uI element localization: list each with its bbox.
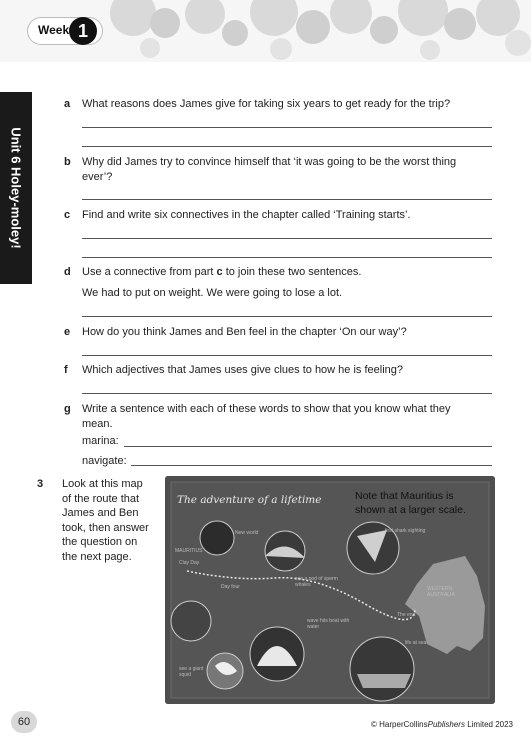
scene-circle (350, 637, 414, 701)
answer-line[interactable] (82, 257, 492, 258)
question-text: Write a sentence with each of these words to show that you know what they mean. (82, 403, 451, 430)
decorative-circle (270, 38, 292, 60)
map-label-clay-day: Clay Day (179, 560, 200, 566)
decorative-circle (444, 8, 476, 40)
decorative-circle (150, 8, 180, 38)
decorative-circle (140, 38, 160, 58)
decorative-circle (222, 20, 248, 46)
question-letter: f (64, 364, 68, 376)
answer-line[interactable] (82, 146, 492, 147)
decorative-circle (398, 0, 448, 36)
part-reference: c (216, 266, 223, 278)
decorative-circle (296, 10, 330, 44)
marina-answer-line[interactable] (124, 446, 492, 447)
question-text: Why did James try to convince himself that ‘it was going to be the worst thing ever’? (82, 156, 457, 183)
word-marina-label: marina: (82, 435, 119, 447)
map-label-day-four: Day four (221, 584, 240, 590)
question-text: What reasons does James give for taking six years to get ready for the trip? (82, 98, 451, 110)
sentences-to-join: We had to put on weight. We were going to lose a lot. (82, 287, 343, 299)
decorative-circle (330, 0, 372, 34)
map-label-waves: wave hits boat with water (307, 618, 350, 630)
word-navigate-label: navigate: (82, 455, 127, 467)
answer-line[interactable] (82, 316, 492, 317)
question-letter: d (64, 266, 71, 278)
copyright-notice (371, 720, 513, 729)
page-number: 60 (11, 711, 37, 733)
map-title: The adventure of a lifetime (177, 494, 322, 506)
copyright-part: Limited 2023 (464, 720, 513, 729)
navigate-answer-line[interactable] (131, 465, 492, 466)
scene-circle (171, 601, 211, 641)
question-text: Find and write six connectives in the chapter called ‘Training starts’. (82, 209, 411, 221)
question-text-part: to join these two sentences. (222, 266, 362, 278)
question-text-part: Use a connective from part (82, 266, 217, 278)
map-label-new-world: New world (235, 530, 259, 536)
answer-line[interactable] (82, 199, 492, 200)
map-label-the-end: The end (397, 612, 416, 618)
unit-title: Unit 6 Holey-moley! (8, 127, 24, 249)
decorative-circle (370, 16, 398, 44)
unit-side-tab (0, 92, 32, 284)
decorative-circle (250, 0, 298, 36)
map-label-giant-squid: see a giant squid (179, 666, 204, 678)
map-label-first-shark: first shark sighting (385, 528, 426, 534)
map-scale-note: Note that Mauritius is shown at a larger scale. (355, 490, 466, 516)
question-text (82, 265, 492, 280)
copyright-publishers: Publishers (427, 720, 465, 729)
route-map-illustration (165, 476, 495, 704)
answer-line[interactable] (82, 238, 492, 239)
question-letter: b (64, 156, 71, 168)
decorative-circle (505, 30, 531, 56)
question-letter: e (64, 326, 71, 338)
copyright-part: © HarperCollins (371, 720, 428, 729)
question-letter: g (64, 403, 71, 415)
map-label-mauritius: MAURITIUS (175, 548, 203, 554)
boat-shape (357, 674, 411, 688)
scene-circle (200, 521, 234, 555)
question-text: How do you think James and Ben feel in the chapter ‘On our way’? (82, 326, 407, 338)
question-text: Which adjectives that James uses give clues to how he is feeling? (82, 364, 403, 376)
question-3-number: 3 (37, 478, 44, 490)
decorative-circle (110, 0, 156, 36)
question-letter: c (64, 209, 71, 221)
answer-line[interactable] (82, 393, 492, 394)
week-number: 1 (69, 17, 97, 45)
question-letter: a (64, 98, 71, 110)
map-label-life-at-sea: life at sea (405, 640, 427, 646)
decorative-circle (185, 0, 225, 34)
answer-line[interactable] (82, 127, 492, 128)
map-label-whales: see a pod of sperm whales (295, 576, 338, 588)
decorative-circle (420, 40, 440, 60)
answer-line[interactable] (82, 355, 492, 356)
question-3-text: Look at this map of the route that James and Ben took, then answer the question on the next page. (62, 478, 149, 563)
map-label-western-australia: WESTERN AUSTRALIA (427, 586, 455, 598)
week-label: Week (38, 23, 70, 37)
